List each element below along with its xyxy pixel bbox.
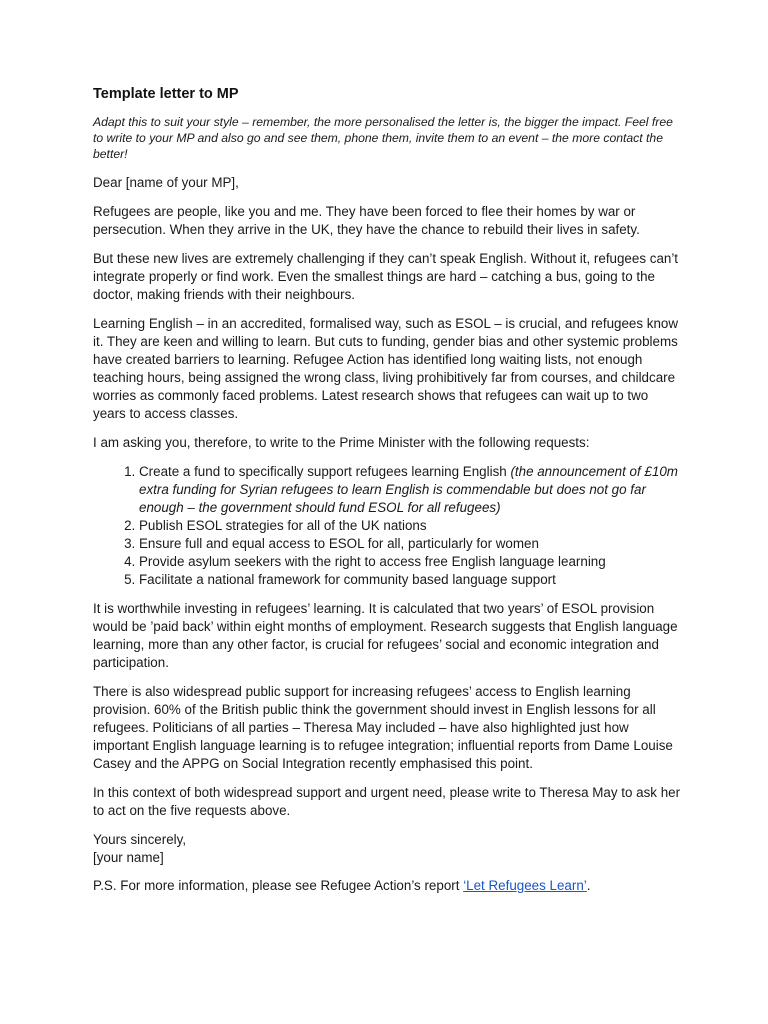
ps-end: . <box>586 878 591 893</box>
requests-list <box>93 463 683 589</box>
request-item <box>139 535 683 553</box>
request-text: Create a fund to specifically support refugees learning English <box>139 464 511 479</box>
paragraph-refugees-are-people: Refugees are people, like you and me. They have been forced to flee their homes by war or persecution. When they arrive in the UK, they have the chance to rebuild their lives in safety. <box>93 204 640 237</box>
letter-page <box>93 84 683 906</box>
paragraph-learning-english: Learning English – in an accredited, formalised way, such as ESOL – is crucial, and refugees know it. They are keen and willing to learn. But cuts to funding, gender bias and other systemic problems have created barriers to learning. Refugee Action has identified long waiting lists, not enough teaching hours, being assigned the wrong class, living prohibitively far from courses, and childcare worries as commonly faced problems. Latest research shows that refugees can wait up to two years to access classes. <box>93 316 679 421</box>
request-item <box>139 517 683 535</box>
signature: [your name] <box>93 850 164 865</box>
paragraph-asking-you: I am asking you, therefore, to write to the Prime Minister with the following requests: <box>93 435 590 450</box>
ps-text: P.S. For more information, please see Refugee Action’s report <box>93 878 464 893</box>
salutation: Dear [name of your MP], <box>93 175 239 190</box>
request-item <box>139 553 683 571</box>
closing: Yours sincerely, <box>93 832 187 847</box>
paragraph-urgent-need: In this context of both widespread support and urgent need, please write to Theresa May to ask her to act on the five requests above. <box>93 785 681 818</box>
paragraph-new-lives-challenging: But these new lives are extremely challenging if they can’t speak English. Without it, refugees can’t integrate properly or find work. Even the smallest things are hard – catching a bus, going to the doctor, making friends with their neighbours. <box>93 251 679 302</box>
sign-off <box>93 831 683 867</box>
intro-note: Adapt this to suit your style – remember, the more personalised the letter is, the bigger the impact. Feel free to write to your MP and also go and see them, phone them, invite them to an event – the more contact the better! <box>93 115 673 161</box>
request-text: Provide asylum seekers with the right to access free English language learning <box>139 554 606 569</box>
request-note: (the announcement of £10m extra funding for Syrian refugees to learn English is commendable but does not go far enough – the government should fund ESOL for all refugees) <box>139 464 678 515</box>
paragraph-public-support: There is also widespread public support for increasing refugees’ access to English learning provision. 60% of the British public think the government should invest in English lessons for all refugees. Politicians of all parties – Theresa May included – have also highlighted just how important English language learning is to refugee integration; influential reports from Dame Louise Casey and the APPG on Social Integration recently emphasised this point. <box>93 684 673 771</box>
request-text: Facilitate a national framework for community based language support <box>139 572 556 587</box>
request-item <box>139 463 683 517</box>
request-text: Publish ESOL strategies for all of the UK nations <box>139 518 427 533</box>
postscript <box>93 877 683 895</box>
request-item <box>139 571 683 589</box>
paragraph-worthwhile-investing: It is worthwhile investing in refugees’ learning. It is calculated that two years’ of ESOL provision would be ’paid back’ within eight months of employment. Research suggests that English language learning, more than any other factor, is crucial for refugees’ social and economic integration and participation. <box>93 601 678 670</box>
letter-title: Template letter to MP <box>93 86 239 102</box>
report-link[interactable]: ‘Let Refugees Learn’ <box>463 878 587 893</box>
request-text: Ensure full and equal access to ESOL for all, particularly for women <box>139 536 539 551</box>
